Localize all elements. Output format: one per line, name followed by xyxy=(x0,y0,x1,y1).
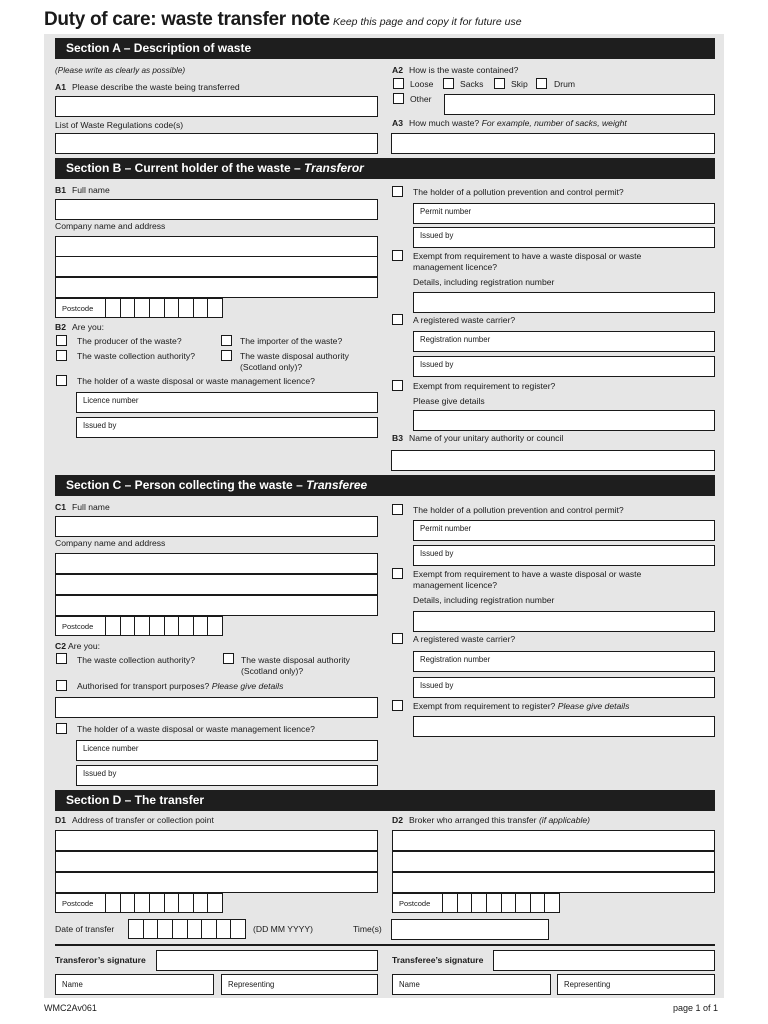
transferee-disposal-authority-note: (Scotland only)? xyxy=(241,666,304,676)
transferee-signature-label: Transferee’s signature xyxy=(392,955,484,965)
transferor-postcode-field[interactable] xyxy=(55,298,223,318)
transferor-ppc-label: The holder of a pollution prevention and control permit? xyxy=(413,187,624,197)
broker-line-2[interactable] xyxy=(392,851,715,872)
transport-details-input[interactable] xyxy=(55,697,378,718)
section-c-header: Section C – Person collecting the waste – Transferee xyxy=(55,475,715,496)
transferor-disposal-authority-label: The waste disposal authority xyxy=(240,351,349,361)
transferee-exempt-licence-checkbox[interactable] xyxy=(392,568,403,579)
codes-label: List of Waste Regulations code(s) xyxy=(55,120,184,130)
importer-label: The importer of the waste? xyxy=(240,336,343,346)
transferor-company-label: Company name and address xyxy=(55,221,166,231)
transferor-exempt-licence-label: Exempt from requirement to have a waste disposal or waste xyxy=(413,251,642,261)
d2-label: D2 Broker who arranged this transfer (if applicable) xyxy=(392,815,591,825)
c1-label: C1 Full name xyxy=(55,502,110,512)
transferor-collection-authority-label: The waste collection authority? xyxy=(77,351,195,361)
section-b-header: Section B – Current holder of the waste – Transferor xyxy=(55,158,715,179)
transferee-postcode-field[interactable] xyxy=(55,616,223,636)
transferor-exempt-details-input[interactable] xyxy=(413,292,715,313)
transferee-exempt-register-label: Exempt from requirement to register? Please give details xyxy=(413,701,630,711)
transferee-collection-authority-checkbox[interactable] xyxy=(56,653,67,664)
transfer-address-line-3[interactable] xyxy=(55,872,378,893)
section-d-header: Section D – The transfer xyxy=(55,790,715,811)
importer-checkbox[interactable] xyxy=(221,335,232,346)
transferee-address-line-3[interactable] xyxy=(55,595,378,616)
transferee-name-input[interactable] xyxy=(55,516,378,537)
loose-checkbox[interactable] xyxy=(393,78,404,89)
transferor-signature-input[interactable] xyxy=(156,950,378,971)
b3-label: B3 Name of your unitary authority or council xyxy=(392,433,564,443)
date-label: Date of transfer xyxy=(55,924,115,934)
transferor-details-label: Details, including registration number xyxy=(413,277,555,287)
transferor-exempt-register-label: Exempt from requirement to register? xyxy=(413,381,556,391)
other-container-input[interactable] xyxy=(444,94,715,115)
transferor-licence-holder-checkbox[interactable] xyxy=(56,375,67,386)
skip-checkbox[interactable] xyxy=(494,78,505,89)
transferee-disposal-authority-checkbox[interactable] xyxy=(223,653,234,664)
drum-checkbox[interactable] xyxy=(536,78,547,89)
broker-line-3[interactable] xyxy=(392,872,715,893)
transferee-representing-input[interactable]: Representing xyxy=(557,974,715,995)
transferor-name-input[interactable] xyxy=(55,199,378,220)
transferee-collection-authority-label: The waste collection authority? xyxy=(77,655,195,665)
page-subtitle: Keep this page and copy it for future use xyxy=(333,16,522,28)
transferee-permit-issued-by-input[interactable]: Issued by xyxy=(413,545,715,566)
transferee-signature-input[interactable] xyxy=(493,950,715,971)
d1-label: D1 Address of transfer or collection point xyxy=(55,815,214,825)
transferee-ppc-checkbox[interactable] xyxy=(392,504,403,515)
transferee-licence-holder-label: The holder of a waste disposal or waste management licence? xyxy=(77,724,315,734)
transferee-ppc-label: The holder of a pollution prevention and control permit? xyxy=(413,505,624,515)
transferee-exempt-register-checkbox[interactable] xyxy=(392,700,403,711)
form-code: WMC2Av061 xyxy=(44,1003,97,1013)
loose-label: Loose xyxy=(410,79,434,89)
a2-label: A2 How is the waste contained? xyxy=(392,65,519,75)
transferee-address-line-2[interactable] xyxy=(55,574,378,595)
transferor-ppc-checkbox[interactable] xyxy=(392,186,403,197)
transferor-permit-number-input[interactable]: Permit number xyxy=(413,203,715,224)
transfer-address-line-1[interactable] xyxy=(55,830,378,851)
transferor-registration-issued-by-input[interactable]: Issued by xyxy=(413,356,715,377)
producer-checkbox[interactable] xyxy=(56,335,67,346)
transferor-carrier-checkbox[interactable] xyxy=(392,314,403,325)
transferor-address-line-2[interactable] xyxy=(55,256,378,277)
transferee-carrier-checkbox[interactable] xyxy=(392,633,403,644)
transferor-carrier-label: A registered waste carrier? xyxy=(413,315,516,325)
drum-label: Drum xyxy=(554,79,576,89)
transferee-licence-issued-by-input[interactable]: Issued by xyxy=(76,765,378,786)
postcode-label: Postcode xyxy=(62,304,94,313)
transferor-registration-number-input[interactable]: Registration number xyxy=(413,331,715,352)
page-number: page 1 of 1 xyxy=(672,1003,718,1013)
postcode-label: Postcode xyxy=(62,899,94,908)
transferor-address-line-1[interactable] xyxy=(55,236,378,257)
transferee-registration-issued-by-input[interactable]: Issued by xyxy=(413,677,715,698)
other-label: Other xyxy=(410,94,432,104)
transferor-address-line-3[interactable] xyxy=(55,277,378,298)
transferor-licence-number-input[interactable]: Licence number xyxy=(76,392,378,413)
unitary-authority-input[interactable] xyxy=(391,450,715,471)
transferor-exempt-register-checkbox[interactable] xyxy=(392,380,403,391)
a1-label: A1 Please describe the waste being transferred xyxy=(55,82,240,92)
time-input[interactable] xyxy=(391,919,549,940)
transport-checkbox[interactable] xyxy=(56,680,67,691)
producer-label: The producer of the waste? xyxy=(77,336,182,346)
transferor-name-signoff-input[interactable]: Name xyxy=(55,974,214,995)
divider xyxy=(55,944,715,946)
b1-label: B1 Full name xyxy=(55,185,110,195)
waste-codes-input[interactable] xyxy=(55,133,378,154)
broker-line-1[interactable] xyxy=(392,830,715,851)
transferee-exempt-details-input[interactable] xyxy=(413,611,715,632)
postcode-label: Postcode xyxy=(399,899,431,908)
transferor-disposal-authority-checkbox[interactable] xyxy=(221,350,232,361)
transferee-exempt-licence-label-2: management licence? xyxy=(413,580,498,590)
postcode-label: Postcode xyxy=(62,622,94,631)
transferee-permit-number-input[interactable]: Permit number xyxy=(413,520,715,541)
transferor-exempt-licence-checkbox[interactable] xyxy=(392,250,403,261)
transferor-licence-holder-label: The holder of a waste disposal or waste management licence? xyxy=(77,376,315,386)
b2-label: B2 Are you: xyxy=(55,322,105,332)
transfer-postcode-field[interactable] xyxy=(55,893,223,913)
transferee-licence-number-input[interactable]: Licence number xyxy=(76,740,378,761)
other-checkbox[interactable] xyxy=(393,93,404,104)
transferor-give-details-label: Please give details xyxy=(413,396,485,406)
sacks-checkbox[interactable] xyxy=(443,78,454,89)
sacks-label: Sacks xyxy=(460,79,484,89)
a3-label: A3 How much waste? For example, number of sacks, weight xyxy=(392,118,627,128)
transferee-exempt-licence-label: Exempt from requirement to have a waste disposal or waste xyxy=(413,569,642,579)
transferee-address-line-1[interactable] xyxy=(55,553,378,574)
transferee-carrier-label: A registered waste carrier? xyxy=(413,634,516,644)
transfer-address-line-2[interactable] xyxy=(55,851,378,872)
transferee-licence-holder-checkbox[interactable] xyxy=(56,723,67,734)
date-of-transfer-field[interactable] xyxy=(128,919,246,939)
date-format-label: (DD MM YYYY) xyxy=(253,924,314,934)
transferor-disposal-authority-note: (Scotland only)? xyxy=(240,362,303,372)
transferor-representing-input[interactable]: Representing xyxy=(221,974,378,995)
transferor-licence-issued-by-input[interactable]: Issued by xyxy=(76,417,378,438)
transport-label: Authorised for transport purposes? Please give details xyxy=(77,681,284,691)
transferor-collection-authority-checkbox[interactable] xyxy=(56,350,67,361)
skip-label: Skip xyxy=(511,79,528,89)
section-a-hint: (Please write as clearly as possible) xyxy=(55,66,186,75)
transferee-registration-number-input[interactable]: Registration number xyxy=(413,651,715,672)
waste-description-input[interactable] xyxy=(55,96,378,117)
transferor-permit-issued-by-input[interactable]: Issued by xyxy=(413,227,715,248)
transferee-company-label: Company name and address xyxy=(55,538,166,548)
time-label: Time(s) xyxy=(353,924,382,934)
section-a-header: Section A – Description of waste xyxy=(55,38,715,59)
c2-label: C2 Are you: xyxy=(55,641,101,651)
broker-postcode-field[interactable] xyxy=(392,893,560,913)
transferee-disposal-authority-label: The waste disposal authority xyxy=(241,655,350,665)
page-title: Duty of care: waste transfer note xyxy=(44,9,330,30)
transferee-name-signoff-input[interactable]: Name xyxy=(392,974,551,995)
transferee-details-label: Details, including registration number xyxy=(413,595,555,605)
transferor-signature-label: Transferor’s signature xyxy=(55,955,146,965)
waste-quantity-input[interactable] xyxy=(391,133,715,154)
transferor-exempt-licence-label-2: management licence? xyxy=(413,262,498,272)
transferor-register-details-input[interactable] xyxy=(413,410,715,431)
transferee-register-details-input[interactable] xyxy=(413,716,715,737)
